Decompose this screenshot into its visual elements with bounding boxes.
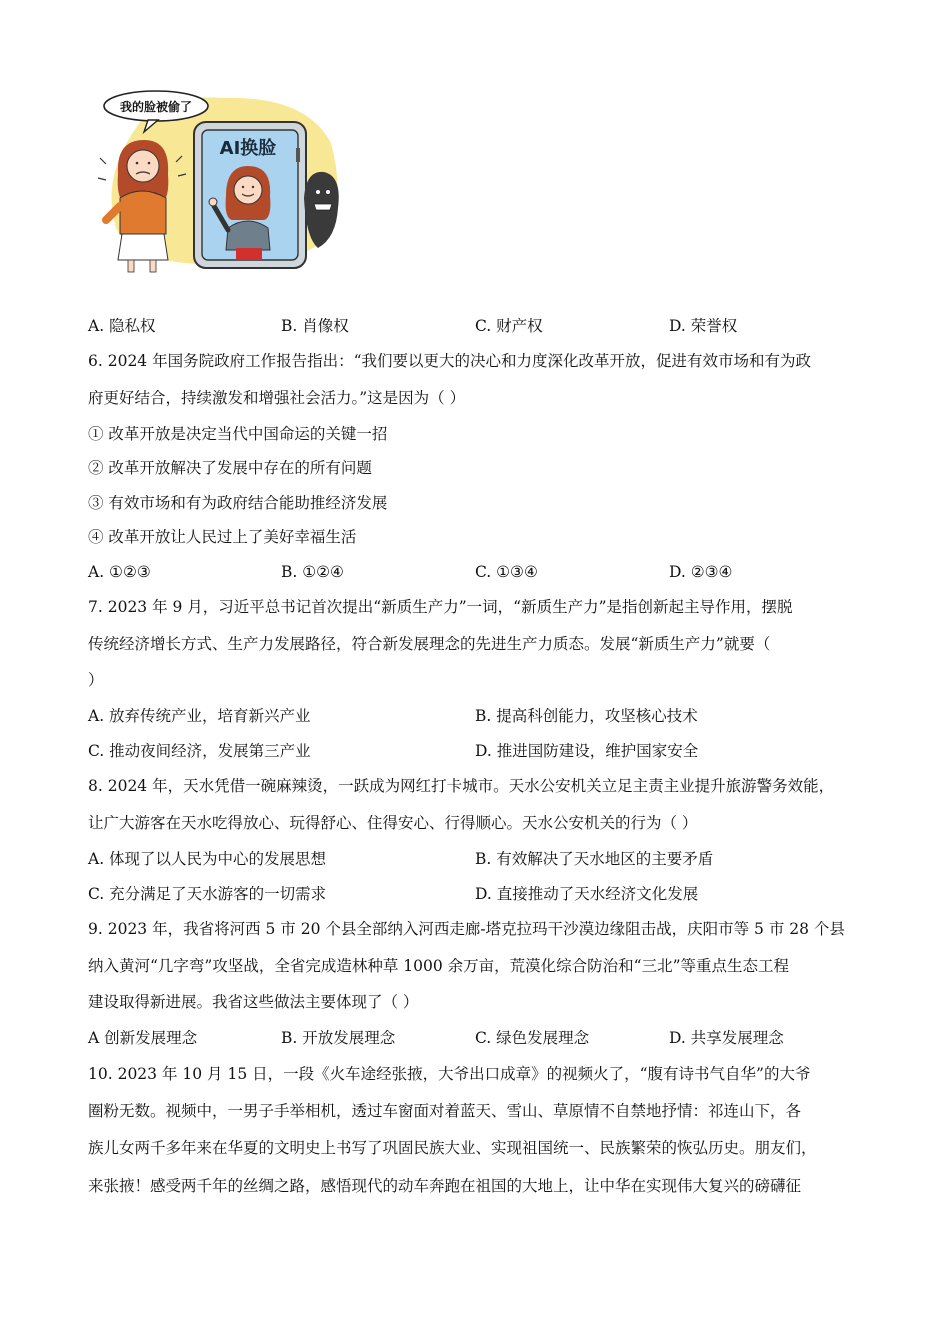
- q6-item-3: ③ 有效市场和有为政府结合能助推经济发展: [88, 494, 388, 512]
- q7-stem-line-2: 传统经济增长方式、生产力发展路径，符合新发展理念的先进生产力质态。发展“新质生产力”就要（: [88, 635, 771, 653]
- q7-option-c: C. 推动夜间经济，发展第三产业: [88, 742, 311, 760]
- q8-option-a: A. 体现了以人民为中心的发展思想: [88, 850, 327, 868]
- q9-option-b: B. 开放发展理念: [281, 1029, 396, 1047]
- q8-option-d: D. 直接推动了天水经济文化发展: [475, 885, 699, 903]
- q10-stem-line-1: 10. 2023 年 10 月 15 日，一段《火车途经张掖，大爷出口成章》的视频火了，“腹有诗书气自华”的大爷: [88, 1065, 811, 1083]
- q10-stem-line-2: 圈粉无数。视频中，一男子手举相机，透过车窗面对着蓝天、雪山、草原情不自禁地抒情：祁连山下，各: [88, 1102, 802, 1120]
- phone-screen-text: AI换脸: [219, 138, 277, 159]
- q9-option-c: C. 绿色发展理念: [475, 1029, 590, 1047]
- q6-stem-line-1: 6. 2024 年国务院政府工作报告指出：“我们要以更大的决心和力度深化改革开放，促进有效市场和有为政: [88, 352, 812, 370]
- q5-option-b: B. 肖像权: [281, 317, 349, 335]
- q9-stem-line-1: 9. 2023 年，我省将河西 5 市 20 个县全部纳入河西走廊-塔克拉玛干沙漠边缘阻击战，庆阳市等 5 市 28 个县: [88, 920, 845, 938]
- speech-bubble-text: 我的脸被偷了: [119, 100, 193, 114]
- q8-stem-line-2: 让广大游客在天水吃得放心、玩得舒心、住得安心、行得顺心。天水公安机关的行为（ ）: [88, 814, 698, 832]
- q6-option-a: A. ①②③: [88, 563, 151, 581]
- q7-stem-line-1: 7. 2023 年 9 月，习近平总书记首次提出“新质生产力”一词，“新质生产力”是指创新起主导作用，摆脱: [88, 598, 793, 616]
- q6-item-1: ① 改革开放是决定当代中国命运的关键一招: [88, 425, 388, 443]
- q9-stem-line-3: 建设取得新进展。我省这些做法主要体现了（ ）: [88, 993, 419, 1011]
- q6-option-d: D. ②③④: [669, 563, 733, 581]
- q5-option-c: C. 财产权: [475, 317, 543, 335]
- q9-option-a: A 创新发展理念: [88, 1029, 198, 1047]
- q10-stem-line-4: 来张掖！感受两千年的丝绸之路，感悟现代的动车奔跑在祖国的大地上，让中华在实现伟大复兴的磅礴征: [88, 1177, 802, 1195]
- ai-face-swap-illustration: [96, 88, 346, 274]
- q7-option-b: B. 提高科创能力，攻坚核心技术: [475, 707, 698, 725]
- q8-stem-line-1: 8. 2024 年，天水凭借一碗麻辣烫，一跃成为网红打卡城市。天水公安机关立足主责主业提升旅游警务效能，: [88, 777, 835, 795]
- q6-stem-line-2: 府更好结合，持续激发和增强社会活力。”这是因为（ ）: [88, 389, 466, 407]
- q7-option-d: D. 推进国防建设，维护国家安全: [475, 742, 699, 760]
- q10-stem-line-3: 族儿女两千多年来在华夏的文明史上书写了巩固民族大业、实现祖国统一、民族繁荣的恢弘历史。朋友们，: [88, 1139, 817, 1157]
- q6-option-c: C. ①③④: [475, 563, 538, 581]
- q6-item-2: ② 改革开放解决了发展中存在的所有问题: [88, 459, 372, 477]
- q7-option-a: A. 放弃传统产业，培育新兴产业: [88, 707, 311, 725]
- q9-option-d: D. 共享发展理念: [669, 1029, 784, 1047]
- q8-option-c: C. 充分满足了天水游客的一切需求: [88, 885, 327, 903]
- q5-option-a: A. 隐私权: [88, 317, 156, 335]
- q7-stem-line-3: ）: [88, 671, 104, 689]
- q5-option-d: D. 荣誉权: [669, 317, 738, 335]
- q8-option-b: B. 有效解决了天水地区的主要矛盾: [475, 850, 714, 868]
- q6-option-b: B. ①②④: [281, 563, 344, 581]
- q9-stem-line-2: 纳入黄河“几字弯”攻坚战，全省完成造林种草 1000 余万亩，荒漠化综合防治和“三北”等重点生态工程: [88, 957, 789, 975]
- q6-item-4: ④ 改革开放让人民过上了美好幸福生活: [88, 528, 357, 546]
